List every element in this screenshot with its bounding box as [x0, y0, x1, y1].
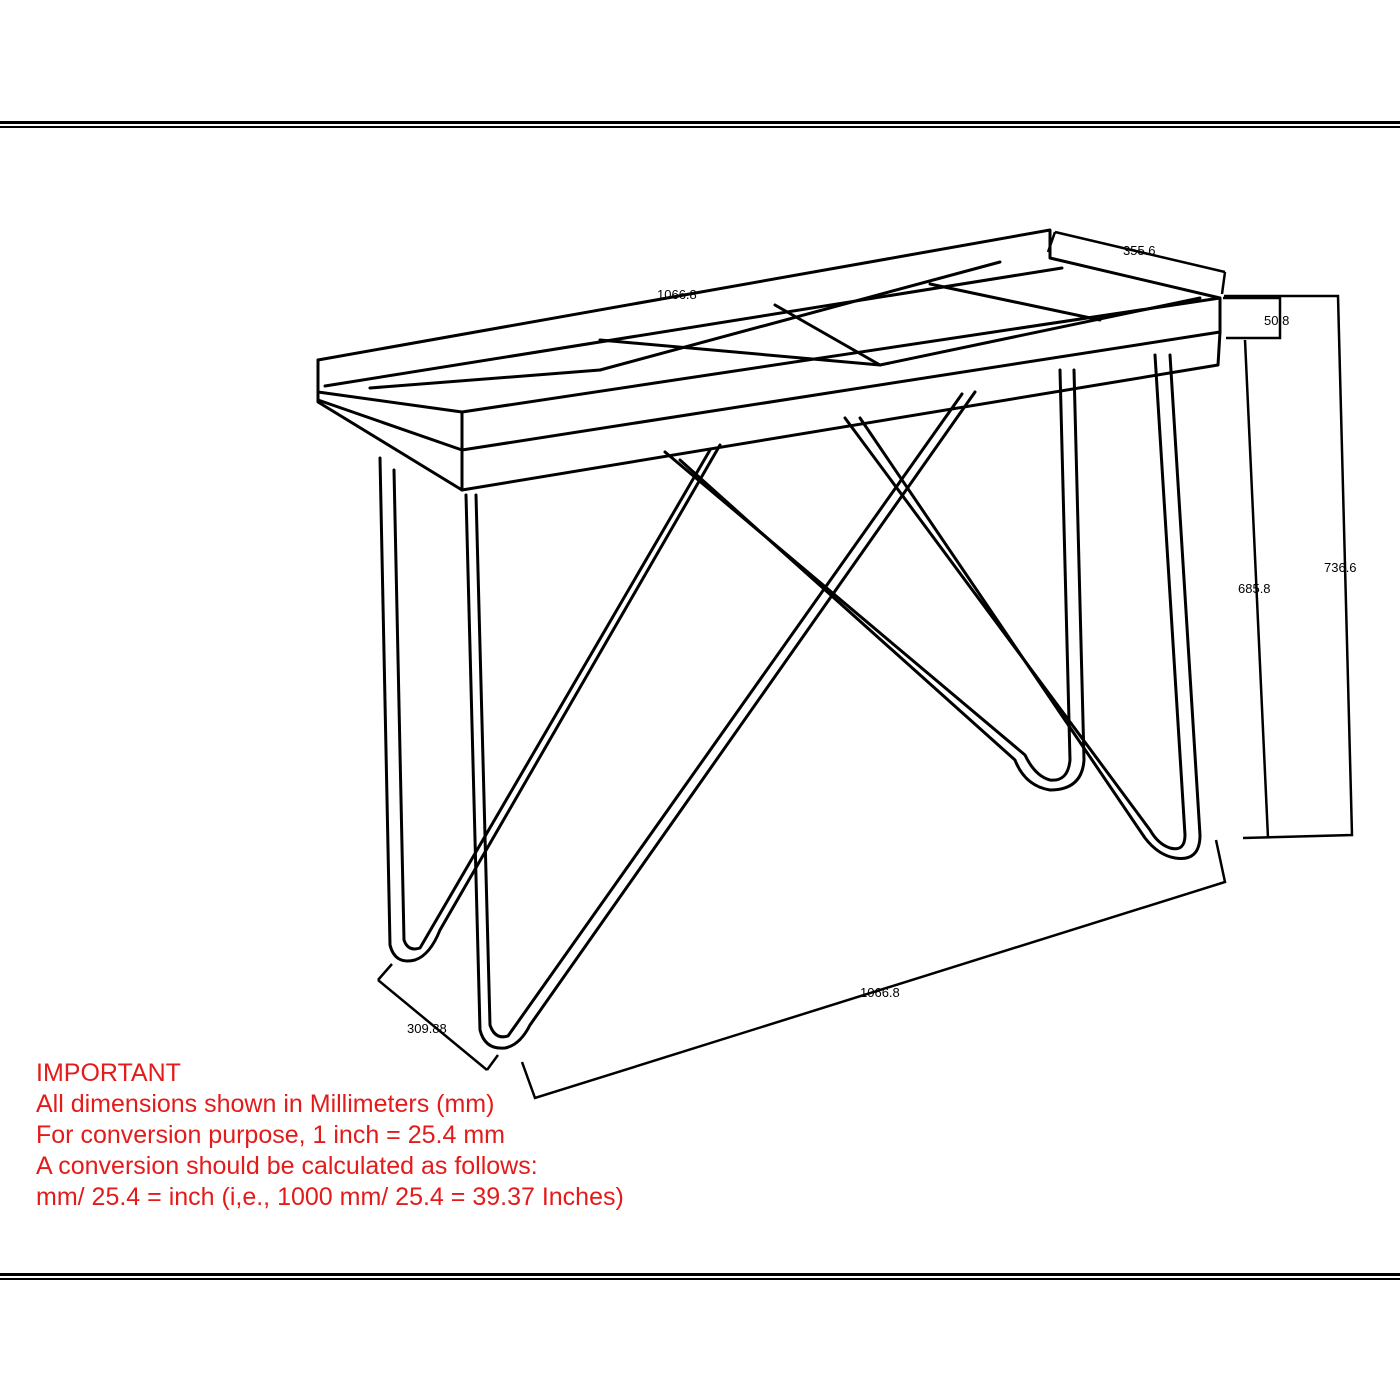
dim-bottom-depth: 309.88 — [407, 1021, 447, 1036]
dimension-lines — [378, 232, 1352, 1098]
note-line: mm/ 25.4 = inch (i,e., 1000 mm/ 25.4 = 39.37 Inches) — [36, 1183, 624, 1211]
note-line: All dimensions shown in Millimeters (mm) — [36, 1090, 495, 1118]
dim-top-thickness: 50.8 — [1264, 313, 1290, 328]
dim-top-length: 1066.8 — [657, 287, 697, 302]
note-line: For conversion purpose, 1 inch = 25.4 mm — [36, 1121, 505, 1149]
important-note — [36, 1058, 624, 1213]
table-top — [318, 230, 1220, 490]
dim-overall-height: 736.6 — [1324, 560, 1357, 575]
dim-leg-height: 685.8 — [1238, 581, 1271, 596]
note-heading: IMPORTANT — [36, 1059, 181, 1087]
note-line: A conversion should be calculated as follows: — [36, 1152, 538, 1180]
dim-bottom-length: 1066.8 — [860, 985, 900, 1000]
dim-top-depth: 355.6 — [1123, 243, 1156, 258]
table-legs — [380, 355, 1200, 1048]
